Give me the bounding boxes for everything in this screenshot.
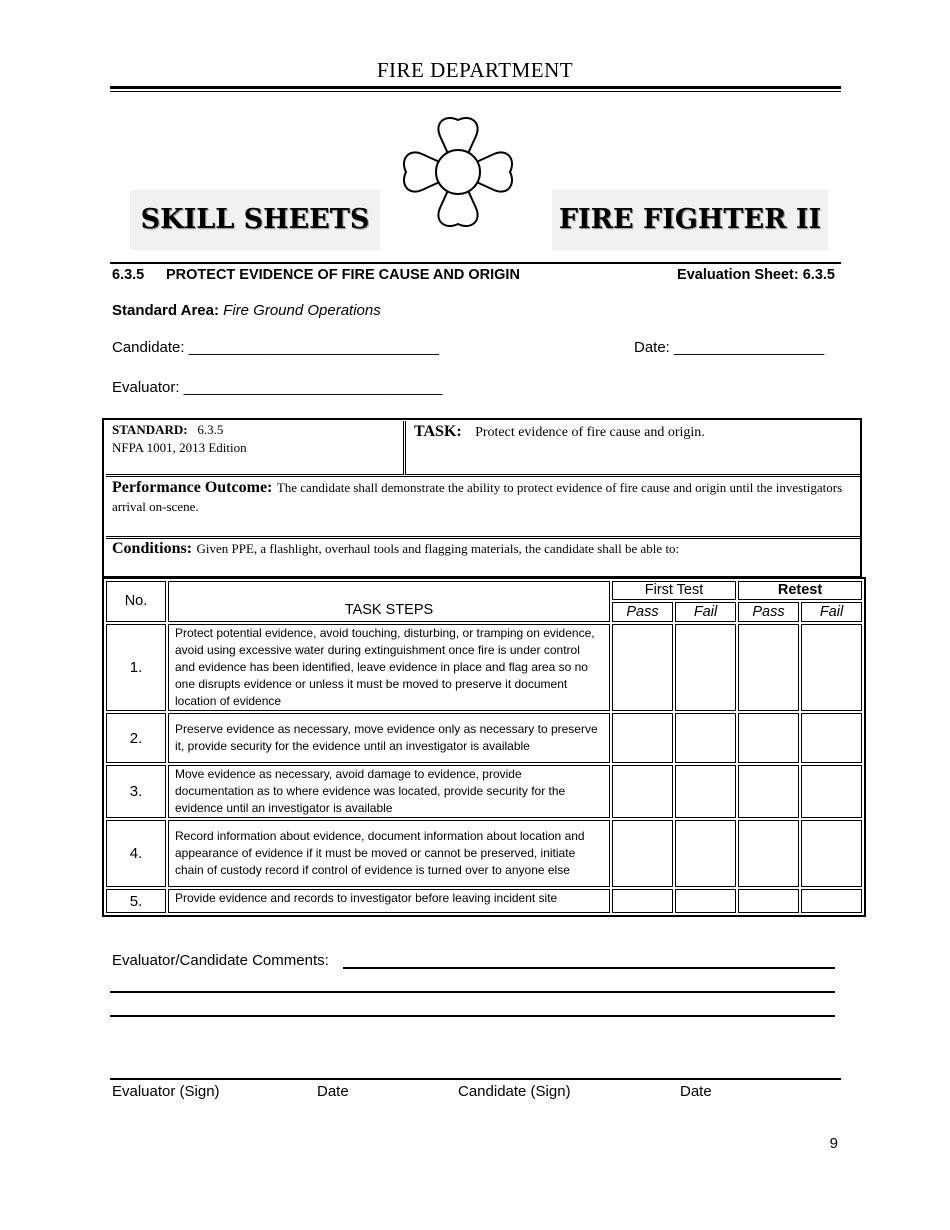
table-row — [106, 889, 862, 913]
table-row — [106, 765, 862, 818]
first-fail-cell[interactable] — [675, 889, 736, 913]
first-fail-cell[interactable] — [675, 624, 736, 711]
task-value: Protect evidence of fire cause and origin. — [475, 425, 705, 440]
candidate-field[interactable]: Candidate: ______________________________ — [112, 339, 439, 356]
step-number: 3. — [106, 765, 166, 818]
performance-cell — [106, 476, 860, 537]
date-field[interactable]: Date: __________________ — [634, 339, 825, 356]
col-steps-header: TASK STEPS — [168, 581, 610, 622]
standard-area-value: Fire Ground Operations — [223, 302, 381, 319]
step-text: Record information about evidence, document information about location and appearance of evidence if it must be moved or cannot be preserved, initiate chain of custody record if control of evidence is turned over to anyone else — [168, 820, 610, 887]
retest-fail-cell[interactable] — [801, 624, 862, 711]
step-number: 4. — [106, 820, 166, 887]
performance-text: The candidate shall demonstrate the ability to protect evidence of fire cause and origin until the investigators arrival on-scene. — [112, 480, 843, 514]
signature-rule — [110, 1078, 841, 1080]
retest-fail-cell[interactable] — [801, 820, 862, 887]
comment-line-2[interactable] — [110, 991, 835, 993]
first-fail-cell[interactable] — [675, 765, 736, 818]
standard-value: 6.3.5 — [197, 422, 224, 437]
section-rule — [110, 262, 841, 264]
section-title: PROTECT EVIDENCE OF FIRE CAUSE AND ORIGIN — [166, 267, 520, 283]
standard-area — [112, 302, 381, 319]
performance-label: Performance Outcome: — [112, 479, 273, 496]
page-number: 9 — [829, 1135, 838, 1152]
retest-fail-cell[interactable] — [801, 713, 862, 763]
comment-line-3[interactable] — [110, 1015, 835, 1017]
table-row — [106, 820, 862, 887]
retest-pass-header: Pass — [738, 602, 799, 622]
first-pass-cell[interactable] — [612, 820, 673, 887]
evaluator-date-label: Date — [317, 1083, 349, 1100]
department-title: FIRE DEPARTMENT — [376, 58, 574, 82]
comments-label: Evaluator/Candidate Comments: — [112, 952, 329, 969]
retest-pass-cell[interactable] — [738, 624, 799, 711]
evaluation-sheet-label: Evaluation Sheet: 6.3.5 — [677, 267, 835, 283]
candidate-sign-label: Candidate (Sign) — [458, 1083, 571, 1100]
conditions-text: Given PPE, a flashlight, overhaul tools and flagging materials, the candidate shall be able to: — [196, 541, 680, 556]
section-number: 6.3.5 — [112, 267, 145, 283]
first-pass-cell[interactable] — [612, 765, 673, 818]
step-number: 2. — [106, 713, 166, 763]
evaluator-sign-label: Evaluator (Sign) — [112, 1083, 220, 1100]
step-number: 5. — [106, 889, 166, 913]
retest-fail-cell[interactable] — [801, 765, 862, 818]
step-text: Preserve evidence as necessary, move evidence only as necessary to preserve it, provide security for the evidence until an investigator is available — [168, 713, 610, 763]
step-text: Provide evidence and records to investigator before leaving incident site — [168, 889, 610, 913]
comment-line-1[interactable] — [343, 967, 835, 969]
first-pass-header: Pass — [612, 602, 673, 622]
maltese-cross-icon — [396, 110, 520, 234]
table-row — [106, 713, 862, 763]
step-number: 1. — [106, 624, 166, 711]
retest-fail-cell[interactable] — [801, 889, 862, 913]
retest-pass-cell[interactable] — [738, 820, 799, 887]
header-rule-thin — [110, 91, 841, 92]
first-fail-header: Fail — [675, 602, 736, 622]
first-pass-cell[interactable] — [612, 713, 673, 763]
standard-label: STANDARD: — [112, 422, 188, 437]
standard-area-label: Standard Area: — [112, 302, 219, 319]
table-row — [106, 624, 862, 711]
first-pass-cell[interactable] — [612, 624, 673, 711]
retest-fail-header: Fail — [801, 602, 862, 622]
retest-pass-cell[interactable] — [738, 765, 799, 818]
standard-cell — [106, 421, 404, 475]
skill-sheets-banner: SKILL SHEETS — [130, 190, 380, 250]
retest-pass-cell[interactable] — [738, 713, 799, 763]
first-fail-cell[interactable] — [675, 713, 736, 763]
retest-pass-cell[interactable] — [738, 889, 799, 913]
task-label: TASK: — [414, 423, 462, 440]
task-cell — [405, 421, 860, 475]
conditions-label: Conditions: — [112, 540, 193, 557]
col-no-header: No. — [106, 581, 166, 622]
candidate-date-label: Date — [680, 1083, 712, 1100]
fire-fighter-banner: FIRE FIGHTER II — [552, 190, 828, 250]
step-text: Protect potential evidence, avoid touching, disturbing, or tramping on evidence, avoid using excessive water during extinguishment once fire is under control and evidence has been identified, leave evidence in place and flag area so no one disrupts evidence or unless it must be moved to preserve it document location of evidence — [168, 624, 610, 711]
conditions-cell — [106, 538, 860, 576]
task-steps-table — [102, 577, 866, 917]
header-rule-thick — [110, 86, 841, 89]
first-pass-cell[interactable] — [612, 889, 673, 913]
retest-header: Retest — [738, 581, 862, 600]
step-text: Move evidence as necessary, avoid damage to evidence, provide documentation as to where evidence was located, provide security for the evidence until an investigator is available — [168, 765, 610, 818]
standard-edition: NFPA 1001, 2013 Edition — [112, 440, 247, 455]
first-fail-cell[interactable] — [675, 820, 736, 887]
evaluator-field[interactable]: Evaluator: _______________________________ — [112, 379, 443, 396]
first-test-header: First Test — [612, 581, 736, 600]
